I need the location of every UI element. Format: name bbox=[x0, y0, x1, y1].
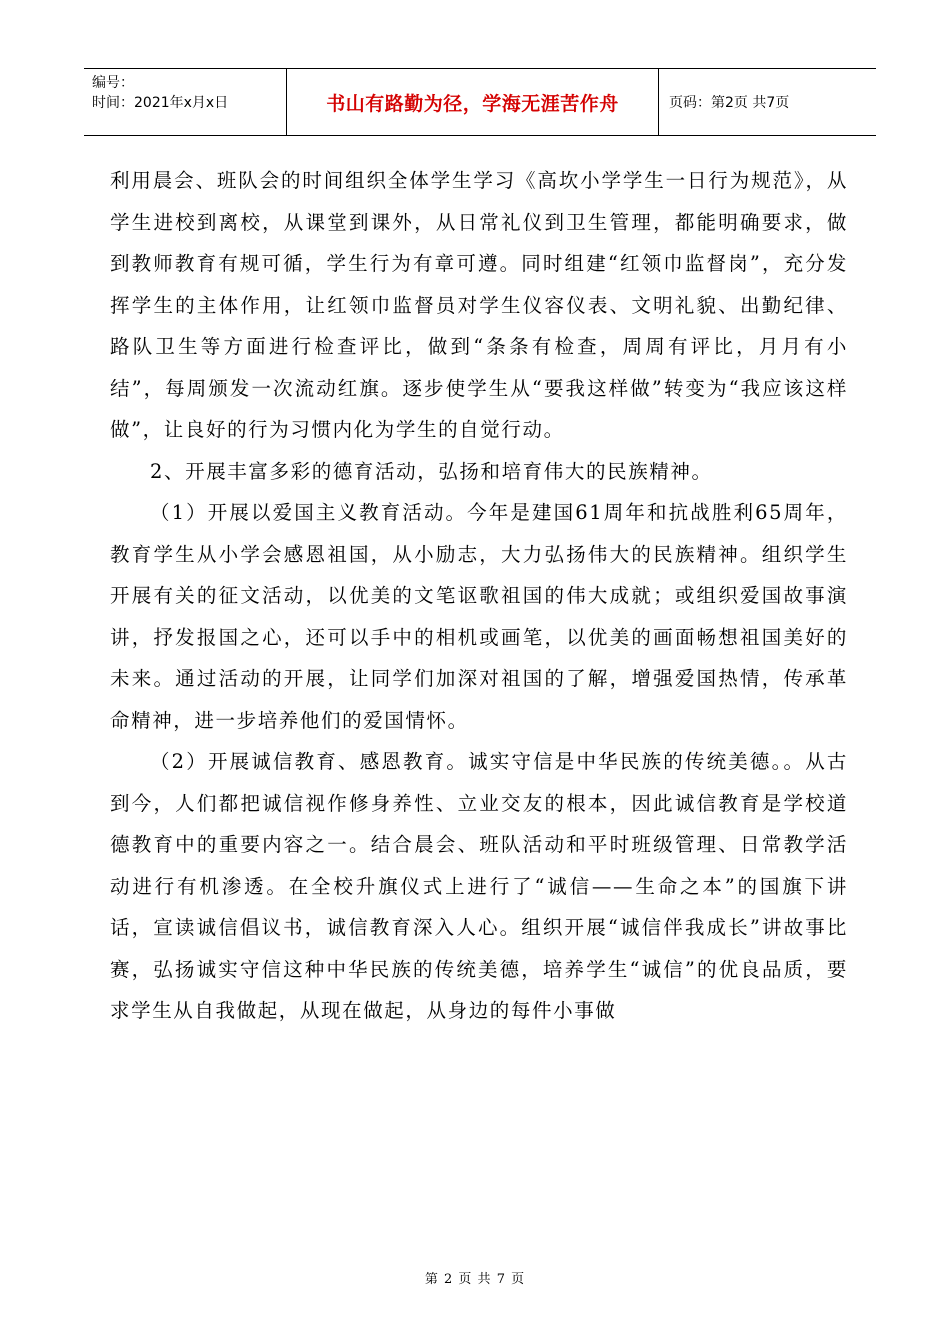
page-header bbox=[84, 68, 876, 136]
header-motto: 书山有路勤为径，学海无涯苦作舟 bbox=[287, 69, 659, 135]
paragraph-integrity: （2）开展诚信教育、感恩教育。诚实守信是中华民族的传统美德。。从古到今，人们都把诚信视作修身养性、立业交友的根本，因此诚信教育是学校道德教育中的重要内容之一。结合晨会、班队活动和平时班级管理、日常教学活动进行有机渗透。在全校升旗仪式上进行了“诚信——生命之本”的国旗下讲话，宣读诚信倡议书，诚信教育深入人心。组织开展“诚信伴我成长”讲故事比赛，弘扬诚实守信这种中华民族的传统美德，培养学生“诚信”的优良品质，要求学生从自我做起，从现在做起，从身边的每件小事做 bbox=[110, 750, 848, 1022]
doc-number-label: 编号： bbox=[92, 75, 134, 91]
header-meta bbox=[84, 69, 287, 135]
paragraph-heading-moral-activities: 2、开展丰富多彩的德育活动，弘扬和培育伟大的民族精神。 bbox=[150, 459, 713, 483]
paragraph-behavior-norms: 利用晨会、班队会的时间组织全体学生学习《高坎小学学生一日行为规范》，从学生进校到离校，从课堂到课外，从日常礼仪到卫生管理，都能明确要求，做到教师教育有规可循，学生行为有章可遵。同时组建“红领巾监督岗”，充分发挥学生的主体作用，让红领巾监督员对学生仪容仪表、文明礼貌、出勤纪律、路队卫生等方面进行检查评比，做到“条条有检查，周周有评比，月月有小结”，每周颁发一次流动红旗。逐步使学生从“要我这样做”转变为“我应该这样做”，让良好的行为习惯内化为学生的自觉行动。 bbox=[110, 169, 848, 441]
doc-time-label: 时间：2021年x月x日 bbox=[92, 95, 229, 111]
paragraph-patriotism: （1）开展以爱国主义教育活动。今年是建国61周年和抗战胜利65周年，教育学生从小学会感恩祖国，从小励志，大力弘扬伟大的民族精神。组织学生开展有关的征文活动，以优美的文笔讴歌祖国的伟大成就；或组织爱国故事演讲，抒发报国之心，还可以手中的相机或画笔，以优美的画面畅想祖国美好的未来。通过活动的开展，让同学们加深对祖国的了解，增强爱国热情，传承革命精神，进一步培养他们的爱国情怀。 bbox=[110, 501, 848, 732]
document-body bbox=[110, 160, 848, 1032]
header-page-info: 页码：第2页 共7页 bbox=[669, 95, 790, 111]
page-footer: 第 2 页 共 7 页 bbox=[424, 1272, 526, 1287]
